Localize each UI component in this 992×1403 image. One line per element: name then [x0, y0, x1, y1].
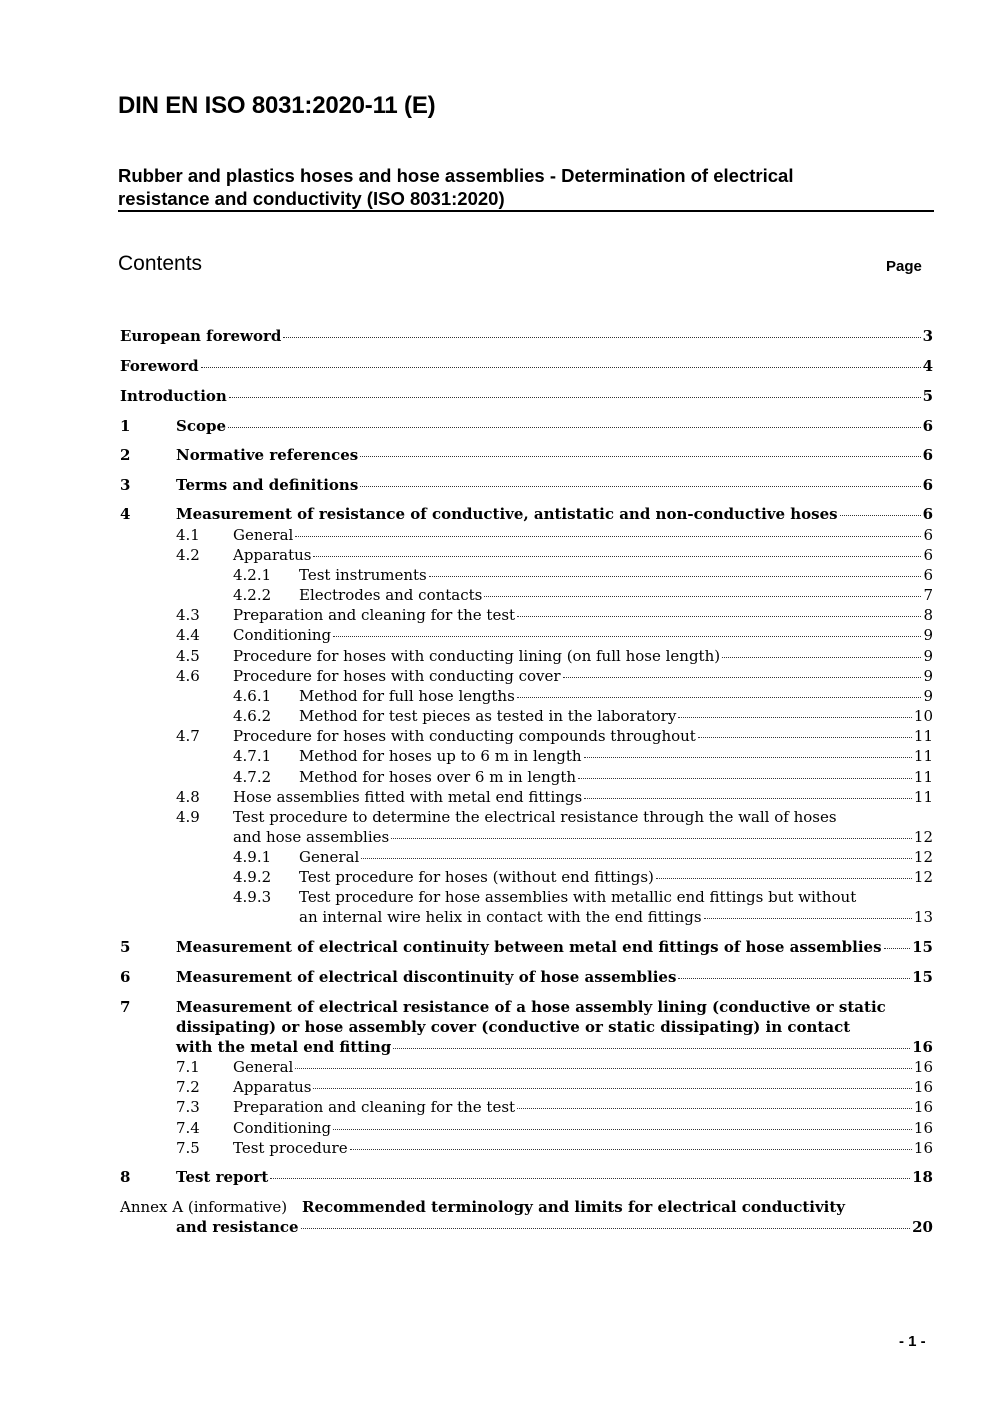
toc-entry-page: 15	[912, 968, 933, 986]
toc-dot-leader	[270, 1178, 910, 1179]
toc-entry[interactable]	[120, 887, 933, 927]
toc-entry-number: 4.9.2	[233, 868, 272, 886]
toc-entry-page: 12	[913, 828, 933, 846]
toc-entry-text: Preparation and cleaning for the test	[233, 606, 516, 624]
toc-entry[interactable]	[120, 605, 933, 625]
toc-entry-number: 4.2.2	[233, 586, 272, 604]
toc-entry-page: 3	[922, 327, 933, 345]
toc-entry-page: 20	[912, 1218, 933, 1236]
toc-dot-leader	[429, 576, 922, 577]
toc-entry[interactable]	[120, 545, 933, 565]
toc-entry[interactable]	[120, 326, 933, 346]
toc-entry-number: 4.8	[176, 788, 200, 806]
toc-entry[interactable]	[120, 386, 933, 406]
document-subtitle	[118, 164, 878, 210]
toc-entry[interactable]	[120, 585, 933, 605]
toc-entry[interactable]	[120, 666, 933, 686]
toc-entry[interactable]	[120, 706, 933, 726]
toc-dot-leader	[360, 486, 920, 487]
toc-entry-number: 4.7.2	[233, 768, 272, 786]
toc-dot-leader	[578, 778, 912, 779]
toc-entry[interactable]	[120, 1057, 933, 1077]
toc-entry-page: 9	[923, 647, 933, 665]
toc-dot-leader	[333, 636, 921, 637]
toc-entry-number: 4.2	[176, 546, 200, 564]
subtitle-line-2: resistance and conductivity (ISO 8031:2020)	[118, 188, 505, 209]
toc-entry[interactable]	[120, 847, 933, 867]
toc-entry-text: Procedure for hoses with conducting lining (on full hose length)	[233, 647, 721, 665]
toc-dot-leader	[678, 978, 910, 979]
toc-dot-leader	[201, 367, 921, 368]
toc-entry-page: 11	[913, 727, 933, 745]
toc-entry-number: 4	[120, 505, 131, 523]
toc-entry-page: 4	[922, 357, 933, 375]
toc-entry-text: Preparation and cleaning for the test	[233, 1098, 516, 1116]
toc-entry-text: Test procedure	[233, 1139, 348, 1157]
toc-entry[interactable]	[120, 867, 933, 887]
toc-entry-number: 7.1	[176, 1058, 200, 1076]
toc-entry-page: 6	[923, 546, 933, 564]
toc-entry[interactable]	[120, 1118, 933, 1138]
toc-dot-leader	[313, 556, 921, 557]
toc-dot-leader	[283, 337, 920, 338]
toc-entry-number: 4.6.2	[233, 707, 272, 725]
toc-entry-text: Foreword	[120, 357, 199, 375]
toc-entry-number: 4.5	[176, 647, 200, 665]
toc-dot-leader	[361, 858, 912, 859]
toc-entry-text: dissipating) or hose assembly cover (conductive or static dissipating) in contact	[176, 1018, 851, 1036]
toc-entry-text: Method for test pieces as tested in the laboratory	[299, 707, 677, 725]
toc-entry-number: 6	[120, 968, 131, 986]
toc-entry-page: 6	[923, 526, 933, 544]
toc-dot-leader	[393, 1048, 910, 1049]
toc-entry-text: Method for full hose lengths	[299, 687, 515, 705]
toc-entry-page: 12	[913, 848, 933, 866]
toc-entry-page: 9	[923, 667, 933, 685]
toc-entry-number: 4.6	[176, 667, 200, 685]
toc-dot-leader	[704, 918, 912, 919]
toc-entry-text: Apparatus	[233, 546, 312, 564]
toc-entry[interactable]	[120, 787, 933, 807]
toc-dot-leader	[563, 677, 922, 678]
toc-entry-number: 4.7	[176, 727, 200, 745]
toc-entry-text: Terms and definitions	[176, 476, 359, 494]
toc-entry-text: and resistance	[176, 1218, 299, 1236]
toc-entry[interactable]	[120, 997, 933, 1057]
toc-entry[interactable]	[120, 1097, 933, 1117]
toc-entry-number: 4.6.1	[233, 687, 272, 705]
toc-entry-text: Test report	[176, 1168, 269, 1186]
toc-entry-page: 16	[913, 1139, 933, 1157]
toc-entry-page: 6	[923, 566, 933, 584]
toc-dot-leader	[360, 456, 920, 457]
toc-entry[interactable]	[120, 967, 933, 987]
toc-entry-page: 8	[923, 606, 933, 624]
toc-entry-text: Procedure for hoses with conducting compounds throughout	[233, 727, 696, 745]
toc-entry-page: 13	[913, 908, 933, 926]
toc-dot-leader	[722, 657, 921, 658]
toc-dot-leader	[656, 878, 912, 879]
toc-entry-page: 6	[922, 476, 933, 494]
toc-entry-text: European foreword	[120, 327, 282, 345]
toc-entry-number: Annex A (informative)	[120, 1198, 288, 1216]
toc-entry[interactable]	[120, 445, 933, 465]
toc-entry-text: Hose assemblies fitted with metal end fittings	[233, 788, 583, 806]
toc-entry[interactable]	[120, 726, 933, 746]
toc-entry[interactable]	[120, 475, 933, 495]
toc-entry-number: 4.3	[176, 606, 200, 624]
toc-entry[interactable]	[120, 565, 933, 585]
toc-dot-leader	[698, 737, 912, 738]
toc-entry[interactable]	[120, 686, 933, 706]
toc-entry[interactable]	[120, 1197, 933, 1237]
toc-entry-page: 11	[913, 768, 933, 786]
toc-dot-leader	[678, 717, 912, 718]
toc-entry-page: 16	[912, 1038, 933, 1056]
subtitle-line-1: Rubber and plastics hoses and hose assemblies - Determination of electrical	[118, 165, 794, 186]
toc-entry-text: Measurement of electrical resistance of a hose assembly lining (conductive or static	[176, 998, 886, 1016]
toc-dot-leader	[884, 948, 911, 949]
toc-entry-text: Introduction	[120, 387, 227, 405]
toc-dot-leader	[840, 515, 921, 516]
toc-entry-text: Normative references	[176, 446, 359, 464]
toc-dot-leader	[350, 1149, 912, 1150]
toc-entry-text: Test instruments	[299, 566, 427, 584]
toc-entry-text: Measurement of electrical continuity between metal end fittings of hose assemblies	[176, 938, 882, 956]
toc-dot-leader	[229, 397, 921, 398]
toc-dot-leader	[333, 1129, 912, 1130]
toc-entry-text: Test procedure to determine the electrical resistance through the wall of hoses	[233, 808, 837, 826]
toc-entry-page: 5	[922, 387, 933, 405]
toc-entry[interactable]	[120, 646, 933, 666]
toc-dot-leader	[295, 1068, 912, 1069]
toc-entry-text: Test procedure for hose assemblies with metallic end fittings but without	[299, 888, 857, 906]
toc-entry-text: Recommended terminology and limits for electrical conductivity	[302, 1198, 846, 1216]
toc-entry-page: 11	[913, 788, 933, 806]
toc-dot-leader	[517, 616, 921, 617]
toc-entry[interactable]	[120, 625, 933, 645]
toc-dot-leader	[313, 1088, 911, 1089]
toc-entry-number: 4.2.1	[233, 566, 272, 584]
toc-entry-number: 4.7.1	[233, 747, 272, 765]
toc-dot-leader	[517, 1108, 912, 1109]
toc-entry-text: Measurement of electrical discontinuity of hose assemblies	[176, 968, 677, 986]
toc-entry-page: 10	[913, 707, 933, 725]
toc-dot-leader	[295, 536, 921, 537]
toc-entry-text: Procedure for hoses with conducting cover	[233, 667, 561, 685]
toc-entry-text: Method for hoses up to 6 m in length	[299, 747, 582, 765]
toc-entry[interactable]	[120, 1077, 933, 1097]
toc-entry-number: 8	[120, 1168, 131, 1186]
toc-dot-leader	[484, 596, 921, 597]
toc-entry-text: General	[233, 1058, 294, 1076]
toc-entry[interactable]	[120, 504, 933, 524]
toc-entry[interactable]	[120, 356, 933, 376]
toc-dot-leader	[301, 1228, 911, 1229]
toc-entry-text: Conditioning	[233, 1119, 332, 1137]
toc-entry-number: 7	[120, 998, 131, 1016]
toc-entry[interactable]	[120, 937, 933, 957]
toc-entry-text: and hose assemblies	[233, 828, 390, 846]
toc-entry-text: General	[233, 526, 294, 544]
toc-entry-text: an internal wire helix in contact with the end fittings	[299, 908, 702, 926]
toc-entry-page: 12	[913, 868, 933, 886]
toc-entry-text: Measurement of resistance of conductive, antistatic and non-conductive hoses	[176, 505, 838, 523]
toc-dot-leader	[584, 757, 912, 758]
toc-entry-page: 15	[912, 938, 933, 956]
toc-entry-text: Apparatus	[233, 1078, 312, 1096]
toc-dot-leader	[584, 798, 912, 799]
toc-entry-page: 16	[913, 1058, 933, 1076]
toc-entry-text: General	[299, 848, 360, 866]
toc-entry-number: 3	[120, 476, 131, 494]
contents-heading: Contents	[118, 252, 203, 275]
toc-entry[interactable]	[120, 525, 933, 545]
toc-entry-number: 5	[120, 938, 131, 956]
toc-entry-page: 6	[922, 505, 933, 523]
page-column-heading: Page	[886, 258, 922, 275]
toc-entry-text: Scope	[176, 417, 227, 435]
toc-dot-leader	[228, 427, 921, 428]
toc-entry-text: Method for hoses over 6 m in length	[299, 768, 577, 786]
toc-entry-number: 4.1	[176, 526, 200, 544]
page-number: - 1 -	[899, 1333, 926, 1350]
document-title: DIN EN ISO 8031:2020-11 (E)	[118, 92, 436, 119]
toc-entry-number: 7.3	[176, 1098, 200, 1116]
toc-entry-page: 7	[923, 586, 933, 604]
title-divider	[118, 210, 934, 212]
toc-entry-number: 7.2	[176, 1078, 200, 1096]
toc-entry-page: 9	[923, 687, 933, 705]
toc-entry-text: with the metal end fitting	[176, 1038, 392, 1056]
toc-entry-number: 2	[120, 446, 131, 464]
toc-entry-number: 4.9	[176, 808, 200, 826]
toc-entry-page: 16	[913, 1078, 933, 1096]
toc-entry[interactable]	[120, 807, 933, 847]
toc-entry-number: 4.9.1	[233, 848, 272, 866]
toc-dot-leader	[391, 838, 912, 839]
toc-entry-number: 7.4	[176, 1119, 200, 1137]
toc-entry-page: 16	[913, 1119, 933, 1137]
toc-entry-page: 9	[923, 626, 933, 644]
toc-dot-leader	[517, 697, 922, 698]
toc-entry-page: 6	[922, 417, 933, 435]
toc-entry-text: Conditioning	[233, 626, 332, 644]
toc-entry-number: 1	[120, 417, 131, 435]
toc-entry[interactable]	[120, 746, 933, 766]
toc-entry[interactable]	[120, 1167, 933, 1187]
toc-entry-page: 11	[913, 747, 933, 765]
toc-entry-page: 18	[912, 1168, 933, 1186]
toc-entry-page: 16	[913, 1098, 933, 1116]
toc-entry-text: Electrodes and contacts	[299, 586, 483, 604]
toc-entry-number: 4.9.3	[233, 888, 272, 906]
toc-entry-text: Test procedure for hoses (without end fittings)	[299, 868, 654, 886]
toc-entry[interactable]	[120, 416, 933, 436]
toc-entry-number: 7.5	[176, 1139, 200, 1157]
toc-entry-number: 4.4	[176, 626, 200, 644]
toc-entry[interactable]	[120, 1138, 933, 1158]
toc-entry[interactable]	[120, 767, 933, 787]
toc-entry-page: 6	[922, 446, 933, 464]
